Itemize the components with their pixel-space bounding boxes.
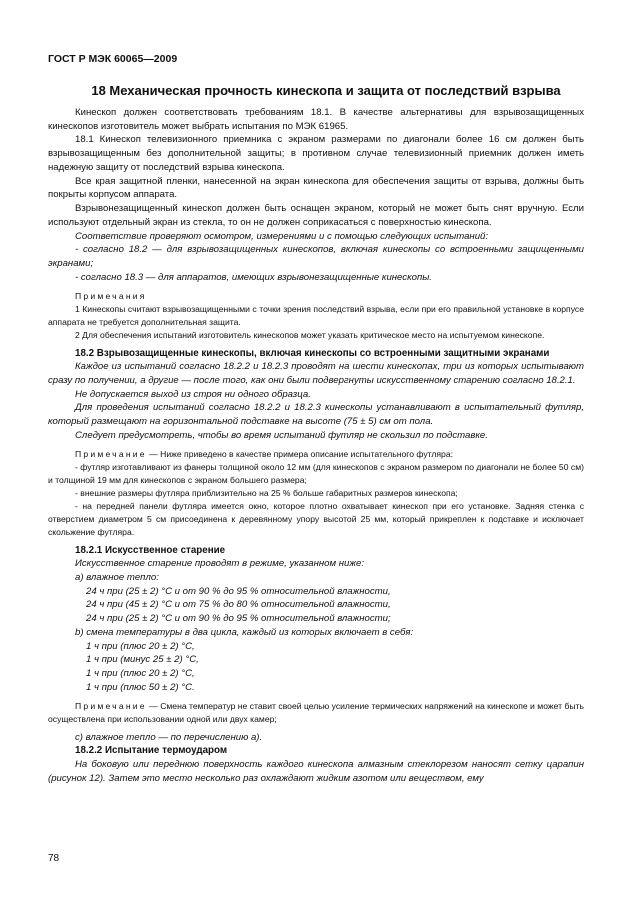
note-block xyxy=(48,700,584,726)
list-item: 24 ч при (25 ± 2) °С и от 90 % до 95 % относительной влажности, xyxy=(86,585,391,597)
paragraph: Кинескоп должен соответствовать требованиям 18.1. В качестве альтернативы для взрывозащищенных кинескопов изготовитель может выбрать испытания по МЭК 61965. xyxy=(48,106,584,132)
subsection-title: 18.2.2 Испытание термоударом xyxy=(75,745,228,757)
list-item: 24 ч при (25 ± 2) °С и от 90 % до 95 % относительной влажности; xyxy=(86,613,391,624)
paragraph: Следует предусмотреть, чтобы во время испытаний футляр не скользил по подставке. xyxy=(75,429,488,441)
note-item: - футляр изготавливают из фанеры толщиной около 12 мм (для кинескопов с экраном размером по диагонали не более 50 см) и толщиной 19 мм для кинескопов с экраном большего размера; xyxy=(48,461,584,485)
list-item: - согласно 18.3 — для аппаратов, имеющих взрывонезащищенные кинескопы. xyxy=(75,271,432,283)
paragraph: Не допускается выход из строя ни одного образца. xyxy=(75,388,311,400)
notes-label: Примечания xyxy=(75,290,147,301)
note-item: - на передней панели футляра имеется окно, которое плотно охватывает кинескоп при его установке. Задняя стенка с отверстием диаметром 5 см присоединена к деревянному упору высотой 25 мм, который прикреплен к подставке и исключает скольжение футляра. xyxy=(48,500,584,537)
note-text: — Смена температур не ставит своей целью усиление термических напряжений на кинескопе и может быть осуществлена при использовании одной или двух камер; xyxy=(48,700,584,724)
paragraph: Каждое из испытаний согласно 18.2.2 и 18.2.3 проводят на шести кинескопах, три из которых испытывают сразу по получении, а другие — после того, как они были подвергнуты искусственному старению согласно 18.2.1. xyxy=(48,361,584,386)
note-item: 1 Кинескопы считают взрывозащищенными с точки зрения последствий взрыва, если при его правильной установке в корпусе аппарата не требуется дополнительная защита. xyxy=(48,303,584,327)
list-item: a) влажное тепло: xyxy=(75,571,159,583)
page-number: 78 xyxy=(48,853,60,864)
list-item: b) смена температуры в два цикла, каждый из которых включает в себя: xyxy=(75,626,414,638)
list-item: 1 ч при (плюс 50 ± 2) °С. xyxy=(86,681,195,693)
section-title: 18 Механическая прочность кинескопа и защита от последствий взрыва xyxy=(91,83,561,98)
paragraph: Соответствие проверяют осмотром, измерениями и с помощью следующих испытаний: xyxy=(75,230,489,242)
paragraph: Взрывонезащищенный кинескоп должен быть оснащен экраном, который не может быть снят вручную. Если используют отдельный экран из стекла, то он не должен соприкасаться с поверхностью кинескопа. xyxy=(48,203,584,228)
list-item: c) влажное тепло — по перечислению a). xyxy=(75,731,263,743)
note-label: Примечание xyxy=(75,448,147,459)
list-item: 24 ч при (45 ± 2) °С и от 75 % до 80 % относительной влажности, xyxy=(86,599,391,611)
note-item: 2 Для обеспечения испытаний изготовитель кинескопов может указать критическое место на испытуемом кинескопе. xyxy=(75,329,545,340)
note-label: Примечание xyxy=(75,700,147,711)
paragraph: 18.1 Кинескоп телевизионного приемника с экраном размерами по диагонали более 16 см должен быть взрывозащищенным без дополнительной защиты; в противном случае телевизионный приемник должен иметь надежную защиту от последствий взрыва кинескопа. xyxy=(48,134,584,173)
list-item: 1 ч при (минус 25 ± 2) °С, xyxy=(86,654,199,666)
page-content xyxy=(48,84,584,785)
note-text: — Ниже приведено в качестве примера описание испытательного футляра: xyxy=(146,448,454,459)
subsection-title: 18.2 Взрывозащищенные кинескопы, включая кинескопы со встроенными защитными экранами xyxy=(75,347,550,359)
paragraph: Все края защитной пленки, нанесенной на экран кинескопа для обеспечения защиты от взрыва, должны быть покрыты корпусом аппарата. xyxy=(48,175,584,201)
paragraph: Искусственное старение проводят в режиме, указанном ниже: xyxy=(75,558,364,569)
list-item: 1 ч при (плюс 20 ± 2) °С, xyxy=(86,640,195,652)
list-item: 1 ч при (плюс 20 ± 2) °С, xyxy=(86,668,195,679)
note-block xyxy=(48,448,584,539)
paragraph: На боковую или переднюю поверхность каждого кинескопа алмазным стеклорезом наносят сетку царапин (рисунок 12). Затем это место несколько раз охлаждают жидким азотом или веществом, ему xyxy=(48,758,584,784)
list-item: - согласно 18.2 — для взрывозащищенных кинескопов, включая кинескопы со встроенными защищенными экранами; xyxy=(48,244,584,269)
paragraph: Для проведения испытаний согласно 18.2.2 и 18.2.3 кинескопы устанавливают в испытательный футляр, который размещают на горизонтальной подставке на высоте (75 ± 5) см от пола. xyxy=(48,402,584,427)
subsection-title: 18.2.1 Искусственное старение xyxy=(75,544,226,556)
notes-block xyxy=(48,290,584,342)
document-header: ГОСТ Р МЭК 60065—2009 xyxy=(48,53,178,65)
note-item: - внешние размеры футляра приблизительно на 25 % больше габаритных размеров кинескопа; xyxy=(75,487,458,498)
